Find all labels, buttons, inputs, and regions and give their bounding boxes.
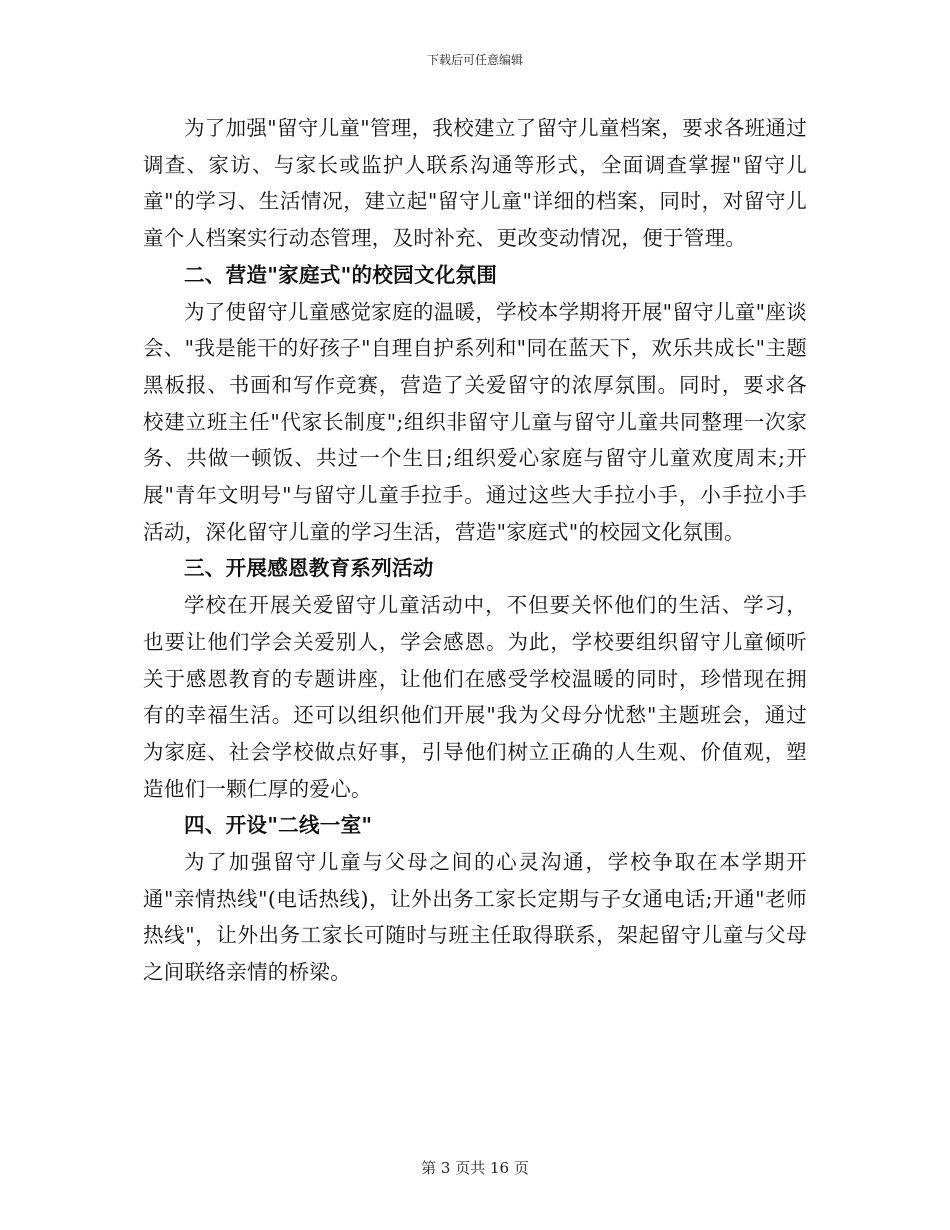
section-heading-hotlines: 四、开设"二线一室"	[184, 813, 373, 838]
page-number-footer: 第 3 页共 16 页	[421, 1159, 529, 1177]
section-heading-gratitude-education: 三、开展感恩教育系列活动	[184, 556, 434, 581]
paragraph-gratitude-education: 学校在开展关爱留守儿童活动中，不但要关怀他们的生活、学习，也要让他们学会关爱别人，学会感恩。为此，学校要组织留守儿童倾听关于感恩教育的专题讲座，让他们在感受学校温暖的同时，珍惜现在拥有的幸福生活。还可以组织他们开展"我为父母分忧愁"主题班会，通过为家庭、社会学校做点好事，引导他们树立正确的人生观、价值观，塑造他们一颗仁厚的爱心。	[143, 593, 807, 801]
paragraph-archive-management: 为了加强"留守儿童"管理，我校建立了留守儿童档案，要求各班通过调查、家访、与家长或监护人联系沟通等形式，全面调查掌握"留守儿童"的学习、生活情况，建立起"留守儿童"详细的档案，同时，对留守儿童个人档案实行动态管理，及时补充、更改变动情况，便于管理。	[143, 116, 807, 251]
section-heading-family-culture: 二、营造"家庭式"的校园文化氛围	[184, 262, 498, 287]
paragraph-hotlines: 为了加强留守儿童与父母之间的心灵沟通，学校争取在本学期开通"亲情热线"(电话热线)，让外出务工家长定期与子女通电话;开通"老师热线"，让外出务工家长可随时与班主任取得联系，架起留守儿童与父母之间联络亲情的桥梁。	[143, 850, 807, 985]
document-body	[143, 110, 807, 991]
paragraph-family-culture: 为了使留守儿童感觉家庭的温暖，学校本学期将开展"留守儿童"座谈会、"我是能干的好孩子"自理自护系列和"同在蓝天下，欢乐共成长"主题黑板报、书画和写作竞赛，营造了关爱留守的浓厚氛围。同时，要求各校建立班主任"代家长制度";组织非留守儿童与留守儿童共同整理一次家务、共做一顿饭、共过一个生日;组织爱心家庭与留守儿童欢度周末;开展"青年文明号"与留守儿童手拉手。通过这些大手拉小手，小手拉小手活动，深化留守儿童的学习生活，营造"家庭式"的校园文化氛围。	[143, 299, 807, 544]
page-header: 下载后可任意编辑	[426, 53, 523, 67]
